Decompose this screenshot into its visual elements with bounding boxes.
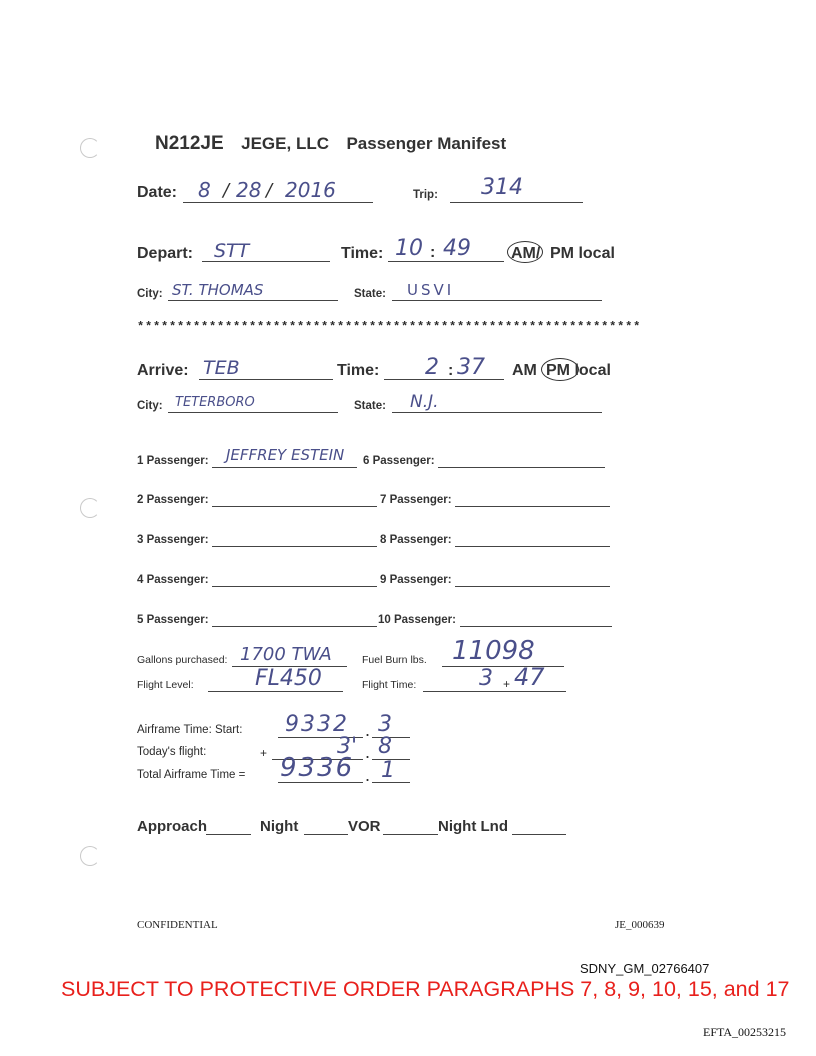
- bates-number: JE_000639: [615, 919, 665, 931]
- arrive-value: TEB: [203, 357, 240, 379]
- date-label: Date:: [137, 184, 178, 201]
- trip-line: [450, 202, 583, 203]
- separator-stars: ***************************************************************: [137, 320, 642, 334]
- fuel-burn-label: Fuel Burn lbs.: [362, 654, 427, 666]
- passenger-6-label: 6 Passenger:: [363, 455, 435, 467]
- passenger-5-label: 5 Passenger:: [137, 614, 209, 626]
- vor-line: [383, 834, 438, 835]
- airframe-start-dec: 3: [378, 712, 392, 737]
- flight-time-minutes: 47: [514, 663, 545, 691]
- arrive-line: [199, 379, 333, 380]
- arrive-time-label: Time:: [337, 362, 380, 379]
- arrive-state: N.J.: [410, 392, 439, 412]
- trip-value: 314: [481, 175, 523, 200]
- approach-label: Approach: [137, 818, 208, 835]
- depart-city-line: [168, 300, 338, 301]
- passenger-6-line: [438, 467, 605, 468]
- date-month: 8: [198, 178, 211, 202]
- total-airframe-dec: 1: [381, 758, 395, 783]
- passenger-4-label: 4 Passenger:: [137, 574, 209, 586]
- date-day: 28: [236, 178, 262, 202]
- approach-line: [206, 834, 251, 835]
- fuel-burn-value: 11098: [452, 636, 535, 666]
- passenger-8-line: [455, 546, 610, 547]
- night-lnd-label: Night Lnd: [438, 818, 508, 835]
- flight-level-label: Flight Level:: [137, 679, 194, 691]
- total-airframe-label: Total Airframe Time =: [137, 769, 246, 781]
- company-name: JEGE, LLC: [241, 134, 329, 153]
- passenger-1-label: 1 Passenger:: [137, 455, 209, 467]
- arrive-city-line: [168, 412, 338, 413]
- flight-level-line: [208, 691, 343, 692]
- passenger-4-line: [212, 586, 377, 587]
- vor-label: VOR: [348, 818, 381, 835]
- gallons-value: 1700 TWA: [240, 644, 332, 665]
- depart-pm-local: PM local: [550, 245, 615, 262]
- tail-number: N212JE: [155, 133, 224, 154]
- depart-city-label: City:: [137, 288, 163, 300]
- airframe-start-dot: .: [365, 720, 371, 740]
- passenger-3-label: 3 Passenger:: [137, 534, 209, 546]
- confidential-label: CONFIDENTIAL: [137, 919, 218, 931]
- passenger-7-line: [455, 506, 610, 507]
- binder-hole-top: [80, 138, 100, 158]
- todays-flight-whole: 3': [337, 734, 358, 759]
- manifest-header: [155, 133, 506, 155]
- airframe-start-label: Airframe Time: Start:: [137, 724, 243, 736]
- depart-time-label: Time:: [341, 245, 384, 262]
- depart-am: AM/: [511, 245, 541, 262]
- passenger-1-value: JEFFREY ESTEIN: [226, 446, 345, 464]
- binder-hole-middle: [80, 498, 100, 518]
- flight-time-line: [423, 691, 566, 692]
- passenger-3-line: [212, 546, 377, 547]
- flight-time-hours: 3: [479, 666, 493, 691]
- passenger-1-line: [212, 467, 357, 468]
- depart-hour: 10: [395, 236, 423, 261]
- todays-flight-dot: .: [365, 742, 371, 762]
- date-line: [183, 202, 373, 203]
- passenger-9-label: 9 Passenger:: [380, 574, 452, 586]
- airframe-start-whole: 9332: [285, 712, 349, 737]
- fuel-burn-line: [442, 666, 564, 667]
- depart-state-line: [392, 300, 602, 301]
- passenger-10-label: 10 Passenger:: [378, 614, 456, 626]
- arrive-state-label: State:: [354, 400, 386, 412]
- total-airframe-dot: .: [365, 765, 371, 785]
- arrive-colon: :: [448, 362, 454, 379]
- depart-time-line: [388, 261, 504, 262]
- night-line: [304, 834, 348, 835]
- arrive-city-label: City:: [137, 400, 163, 412]
- flight-time-plus: +: [503, 677, 511, 691]
- trip-label: Trip:: [413, 189, 438, 201]
- arrive-hour: 2: [425, 355, 439, 380]
- arrive-city: TETERBORO: [175, 395, 255, 410]
- date-sep-1: /: [223, 180, 230, 201]
- passenger-10-line: [460, 626, 612, 627]
- flight-level-value: FL450: [255, 666, 322, 691]
- depart-state-label: State:: [354, 288, 386, 300]
- arrive-am: AM: [512, 362, 537, 379]
- date-year: 2016: [285, 178, 336, 202]
- passenger-2-line: [212, 506, 377, 507]
- passenger-9-line: [455, 586, 610, 587]
- form-title: Passenger Manifest: [346, 134, 507, 153]
- sdny-number: SDNY_GM_02766407: [580, 961, 710, 976]
- date-sep-2: /: [266, 180, 273, 201]
- todays-flight-plus: +: [260, 746, 268, 760]
- passenger-8-label: 8 Passenger:: [380, 534, 452, 546]
- flight-time-label: Flight Time:: [362, 679, 417, 691]
- arrive-state-line: [392, 412, 602, 413]
- total-airframe-whole: 9336: [280, 753, 355, 783]
- gallons-label: Gallons purchased:: [137, 654, 228, 666]
- passenger-5-line: [212, 626, 377, 627]
- depart-value: STT: [214, 240, 250, 262]
- arrive-label: Arrive:: [137, 362, 189, 379]
- night-lnd-line: [512, 834, 566, 835]
- todays-flight-dec: 8: [378, 734, 392, 759]
- todays-flight-label: Today's flight:: [137, 746, 207, 758]
- passenger-2-label: 2 Passenger:: [137, 494, 209, 506]
- depart-city: ST. THOMAS: [172, 281, 264, 299]
- passenger-7-label: 7 Passenger:: [380, 494, 452, 506]
- depart-state: USVI: [407, 281, 455, 299]
- depart-colon: :: [430, 244, 436, 261]
- binder-hole-bottom: [80, 846, 100, 866]
- arrive-time-line: [384, 379, 504, 380]
- depart-label: Depart:: [137, 245, 194, 262]
- night-label: Night: [260, 818, 299, 835]
- depart-minute: 49: [443, 236, 471, 261]
- protective-order-stamp: SUBJECT TO PROTECTIVE ORDER PARAGRAPHS 7, 8, 9, 10, 15, and 17: [61, 977, 790, 1001]
- efta-number: EFTA_00253215: [703, 1025, 787, 1039]
- arrive-pm-local: PM local: [546, 362, 611, 379]
- arrive-minute: 37: [457, 355, 485, 380]
